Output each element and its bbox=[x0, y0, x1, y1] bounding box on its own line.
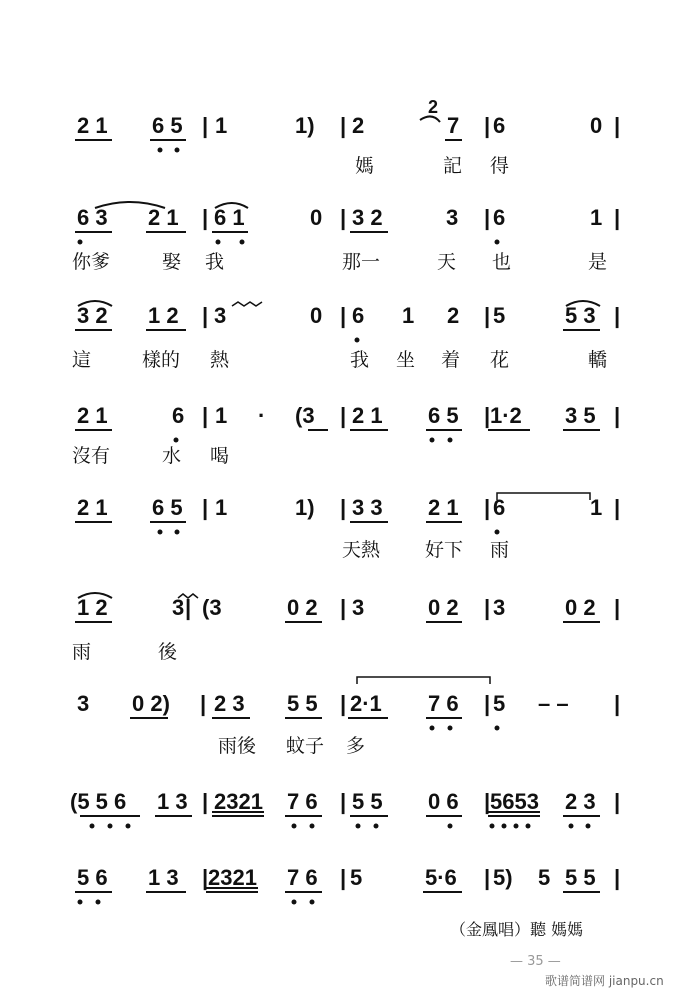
note-group: 6 3 bbox=[77, 205, 108, 230]
note-group: 3 bbox=[493, 595, 506, 620]
bar-line: | bbox=[614, 865, 621, 890]
lyric-text: 坐 bbox=[396, 349, 416, 371]
bar-line: | bbox=[185, 595, 192, 620]
note-group: 3 2 bbox=[77, 303, 108, 328]
lyric-text: 娶 bbox=[162, 251, 182, 273]
note-group: 2 1 bbox=[148, 205, 179, 230]
bar-line: | bbox=[340, 595, 347, 620]
bar-line: | bbox=[202, 789, 209, 814]
note-group: 1 bbox=[402, 303, 415, 328]
note-group: 2 1 bbox=[428, 495, 459, 520]
lyric-text: 熱 bbox=[210, 349, 230, 371]
note-group: 1 3 bbox=[148, 865, 179, 890]
bar-line: | bbox=[614, 789, 621, 814]
score-row bbox=[72, 205, 620, 273]
note-group: 1 3 bbox=[157, 789, 188, 814]
note-group: 2 1 bbox=[77, 113, 108, 138]
note-group: 5·6 bbox=[425, 865, 457, 890]
note-group: 2·1 bbox=[350, 691, 382, 716]
bar-line: | bbox=[202, 205, 209, 230]
singer-credit: （金鳳唱）聽 媽媽 bbox=[450, 920, 584, 939]
note-group: 1 bbox=[215, 113, 228, 138]
note-group: 5 bbox=[493, 691, 506, 716]
bar-line: | bbox=[484, 113, 491, 138]
note-group: 2 3 bbox=[214, 691, 245, 716]
score-row bbox=[72, 595, 620, 663]
bar-line: | bbox=[202, 403, 209, 428]
bar-line: | bbox=[614, 303, 621, 328]
lyric-text: 蚊子 bbox=[286, 735, 325, 757]
note-group: 6 1 bbox=[214, 205, 245, 230]
lyric-text: 記 bbox=[443, 155, 463, 177]
bar-line: | bbox=[614, 691, 621, 716]
lyric-text: 沒有 bbox=[72, 445, 111, 467]
note-group: 5 bbox=[538, 865, 551, 890]
lyric-text: 着 bbox=[441, 349, 461, 371]
note-group: 2 bbox=[447, 303, 460, 328]
lyric-text: 也 bbox=[492, 251, 512, 273]
note-group: 5 3 bbox=[565, 303, 596, 328]
lyric-text: 水 bbox=[162, 445, 182, 467]
note-group: 7 6 bbox=[428, 691, 459, 716]
lyric-text: 雨後 bbox=[218, 735, 257, 757]
bar-line: | bbox=[202, 303, 209, 328]
bar-line: | bbox=[484, 495, 491, 520]
note-group: 1 2 bbox=[77, 595, 108, 620]
lyric-text: 天熱 bbox=[342, 539, 381, 561]
lyric-text: 你爹 bbox=[72, 251, 111, 273]
note-group: 5653 bbox=[490, 789, 539, 814]
note-group: (3 bbox=[202, 595, 222, 620]
bar-line: | bbox=[340, 691, 347, 716]
lyric-text: 後 bbox=[158, 641, 178, 663]
note-group: 0 bbox=[310, 205, 323, 230]
bar-line: | bbox=[484, 865, 491, 890]
score-row bbox=[70, 789, 620, 814]
note-group: 3 3 bbox=[352, 495, 383, 520]
lyric-text: 是 bbox=[588, 251, 608, 273]
bar-line: | bbox=[340, 113, 347, 138]
note-group: 5) bbox=[493, 865, 513, 890]
note-group: 0 2 bbox=[287, 595, 318, 620]
lyric-text: 喝 bbox=[210, 445, 230, 467]
note-group: 2 1 bbox=[77, 495, 108, 520]
note-group: 5 6 bbox=[77, 865, 108, 890]
note-group: 2 1 bbox=[352, 403, 383, 428]
bar-line: | bbox=[484, 789, 491, 814]
lyric-text: 雨 bbox=[72, 641, 92, 663]
note-group: 2 3 bbox=[565, 789, 596, 814]
note-group: 6 bbox=[493, 113, 506, 138]
bar-line: | bbox=[484, 205, 491, 230]
note-group: 0 bbox=[590, 113, 603, 138]
note-group: 1) bbox=[295, 495, 315, 520]
bar-line: | bbox=[340, 789, 347, 814]
note-group: 1 2 bbox=[148, 303, 179, 328]
bar-line: | bbox=[202, 495, 209, 520]
note-group: 6 bbox=[352, 303, 365, 328]
note-group: (5 5 6 bbox=[70, 789, 127, 814]
lyric-text: 媽 bbox=[355, 155, 375, 177]
note-group: 2 bbox=[352, 113, 365, 138]
note-group: 0 2 bbox=[428, 595, 459, 620]
note-group: 5 5 bbox=[565, 865, 596, 890]
bar-line: | bbox=[484, 691, 491, 716]
note-group: 1 bbox=[215, 403, 228, 428]
note-group: 7 bbox=[447, 113, 460, 138]
note-group: 3 bbox=[446, 205, 459, 230]
bar-line: | bbox=[484, 595, 491, 620]
note-group: 6 5 bbox=[428, 403, 459, 428]
note-group: 1 bbox=[590, 205, 603, 230]
note-group: 6 bbox=[493, 495, 506, 520]
note-group: 5 bbox=[493, 303, 506, 328]
note-group: 0 6 bbox=[428, 789, 459, 814]
lyric-text: 多 bbox=[346, 735, 366, 757]
note-group: 1 bbox=[215, 495, 228, 520]
bar-line: | bbox=[340, 495, 347, 520]
lyric-text: 好下 bbox=[425, 539, 464, 561]
note-group: 3 bbox=[77, 691, 90, 716]
bar-line: | bbox=[614, 403, 621, 428]
note-group: 5 5 bbox=[287, 691, 318, 716]
note-group: 1) bbox=[295, 113, 315, 138]
score-row bbox=[77, 97, 620, 177]
note-group: 5 5 bbox=[352, 789, 383, 814]
lyric-text: 我 bbox=[350, 349, 370, 371]
score-row bbox=[77, 691, 620, 757]
score-row bbox=[77, 495, 620, 561]
lyric-text: 那一 bbox=[342, 251, 381, 273]
bar-line: | bbox=[614, 595, 621, 620]
note-group: 7 6 bbox=[287, 789, 318, 814]
note-group: 2 1 bbox=[77, 403, 108, 428]
note-group: 6 bbox=[493, 205, 506, 230]
bar-line: | bbox=[202, 865, 209, 890]
bar-line: | bbox=[202, 113, 209, 138]
bar-line: | bbox=[340, 403, 347, 428]
note-group: (3 bbox=[295, 403, 315, 428]
note-group: 1·2 bbox=[490, 403, 522, 428]
note-group: 2321 bbox=[214, 789, 263, 814]
grace-note: 2 bbox=[428, 97, 439, 117]
score-row bbox=[72, 303, 620, 371]
watermark: 歌谱简谱网 jianpu.cn bbox=[545, 974, 664, 988]
lyric-text: 得 bbox=[490, 155, 510, 177]
bar-line: | bbox=[340, 303, 347, 328]
lyric-text: 這 bbox=[72, 349, 92, 371]
page-number: — 35 — bbox=[510, 954, 561, 969]
lyric-text: 樣的 bbox=[142, 349, 181, 371]
note-group: 0 bbox=[310, 303, 323, 328]
note-group: 6 5 bbox=[152, 113, 183, 138]
note-group: 6 5 bbox=[152, 495, 183, 520]
lyric-text: 雨 bbox=[490, 539, 510, 561]
bar-line: | bbox=[200, 691, 207, 716]
note-group: 0 2 bbox=[565, 595, 596, 620]
note-group: 5 bbox=[350, 865, 363, 890]
note-group: 1 bbox=[590, 495, 603, 520]
bar-line: | bbox=[614, 205, 621, 230]
note-group: 6 bbox=[172, 403, 185, 428]
lyric-text: 轎 bbox=[588, 349, 608, 371]
lyric-text: 我 bbox=[205, 251, 225, 273]
bar-line: | bbox=[614, 495, 621, 520]
note-group: 3 bbox=[172, 595, 185, 620]
lyric-text: 天 bbox=[437, 251, 457, 273]
note-group: 7 6 bbox=[287, 865, 318, 890]
lyric-text: 花 bbox=[490, 349, 510, 371]
bar-line: | bbox=[614, 113, 621, 138]
bar-line: | bbox=[484, 303, 491, 328]
bar-line: | bbox=[340, 205, 347, 230]
note-group: – – bbox=[538, 691, 569, 716]
note-group: 3 bbox=[214, 303, 227, 328]
note-group: 2321 bbox=[208, 865, 257, 890]
bar-line: | bbox=[484, 403, 491, 428]
note-group: · bbox=[258, 403, 266, 428]
bar-line: | bbox=[340, 865, 347, 890]
note-group: 3 bbox=[352, 595, 365, 620]
score-row bbox=[77, 865, 620, 890]
note-group: 3 2 bbox=[352, 205, 383, 230]
note-group: 3 5 bbox=[565, 403, 596, 428]
note-group: 0 2) bbox=[132, 691, 170, 716]
score-row bbox=[72, 403, 620, 467]
